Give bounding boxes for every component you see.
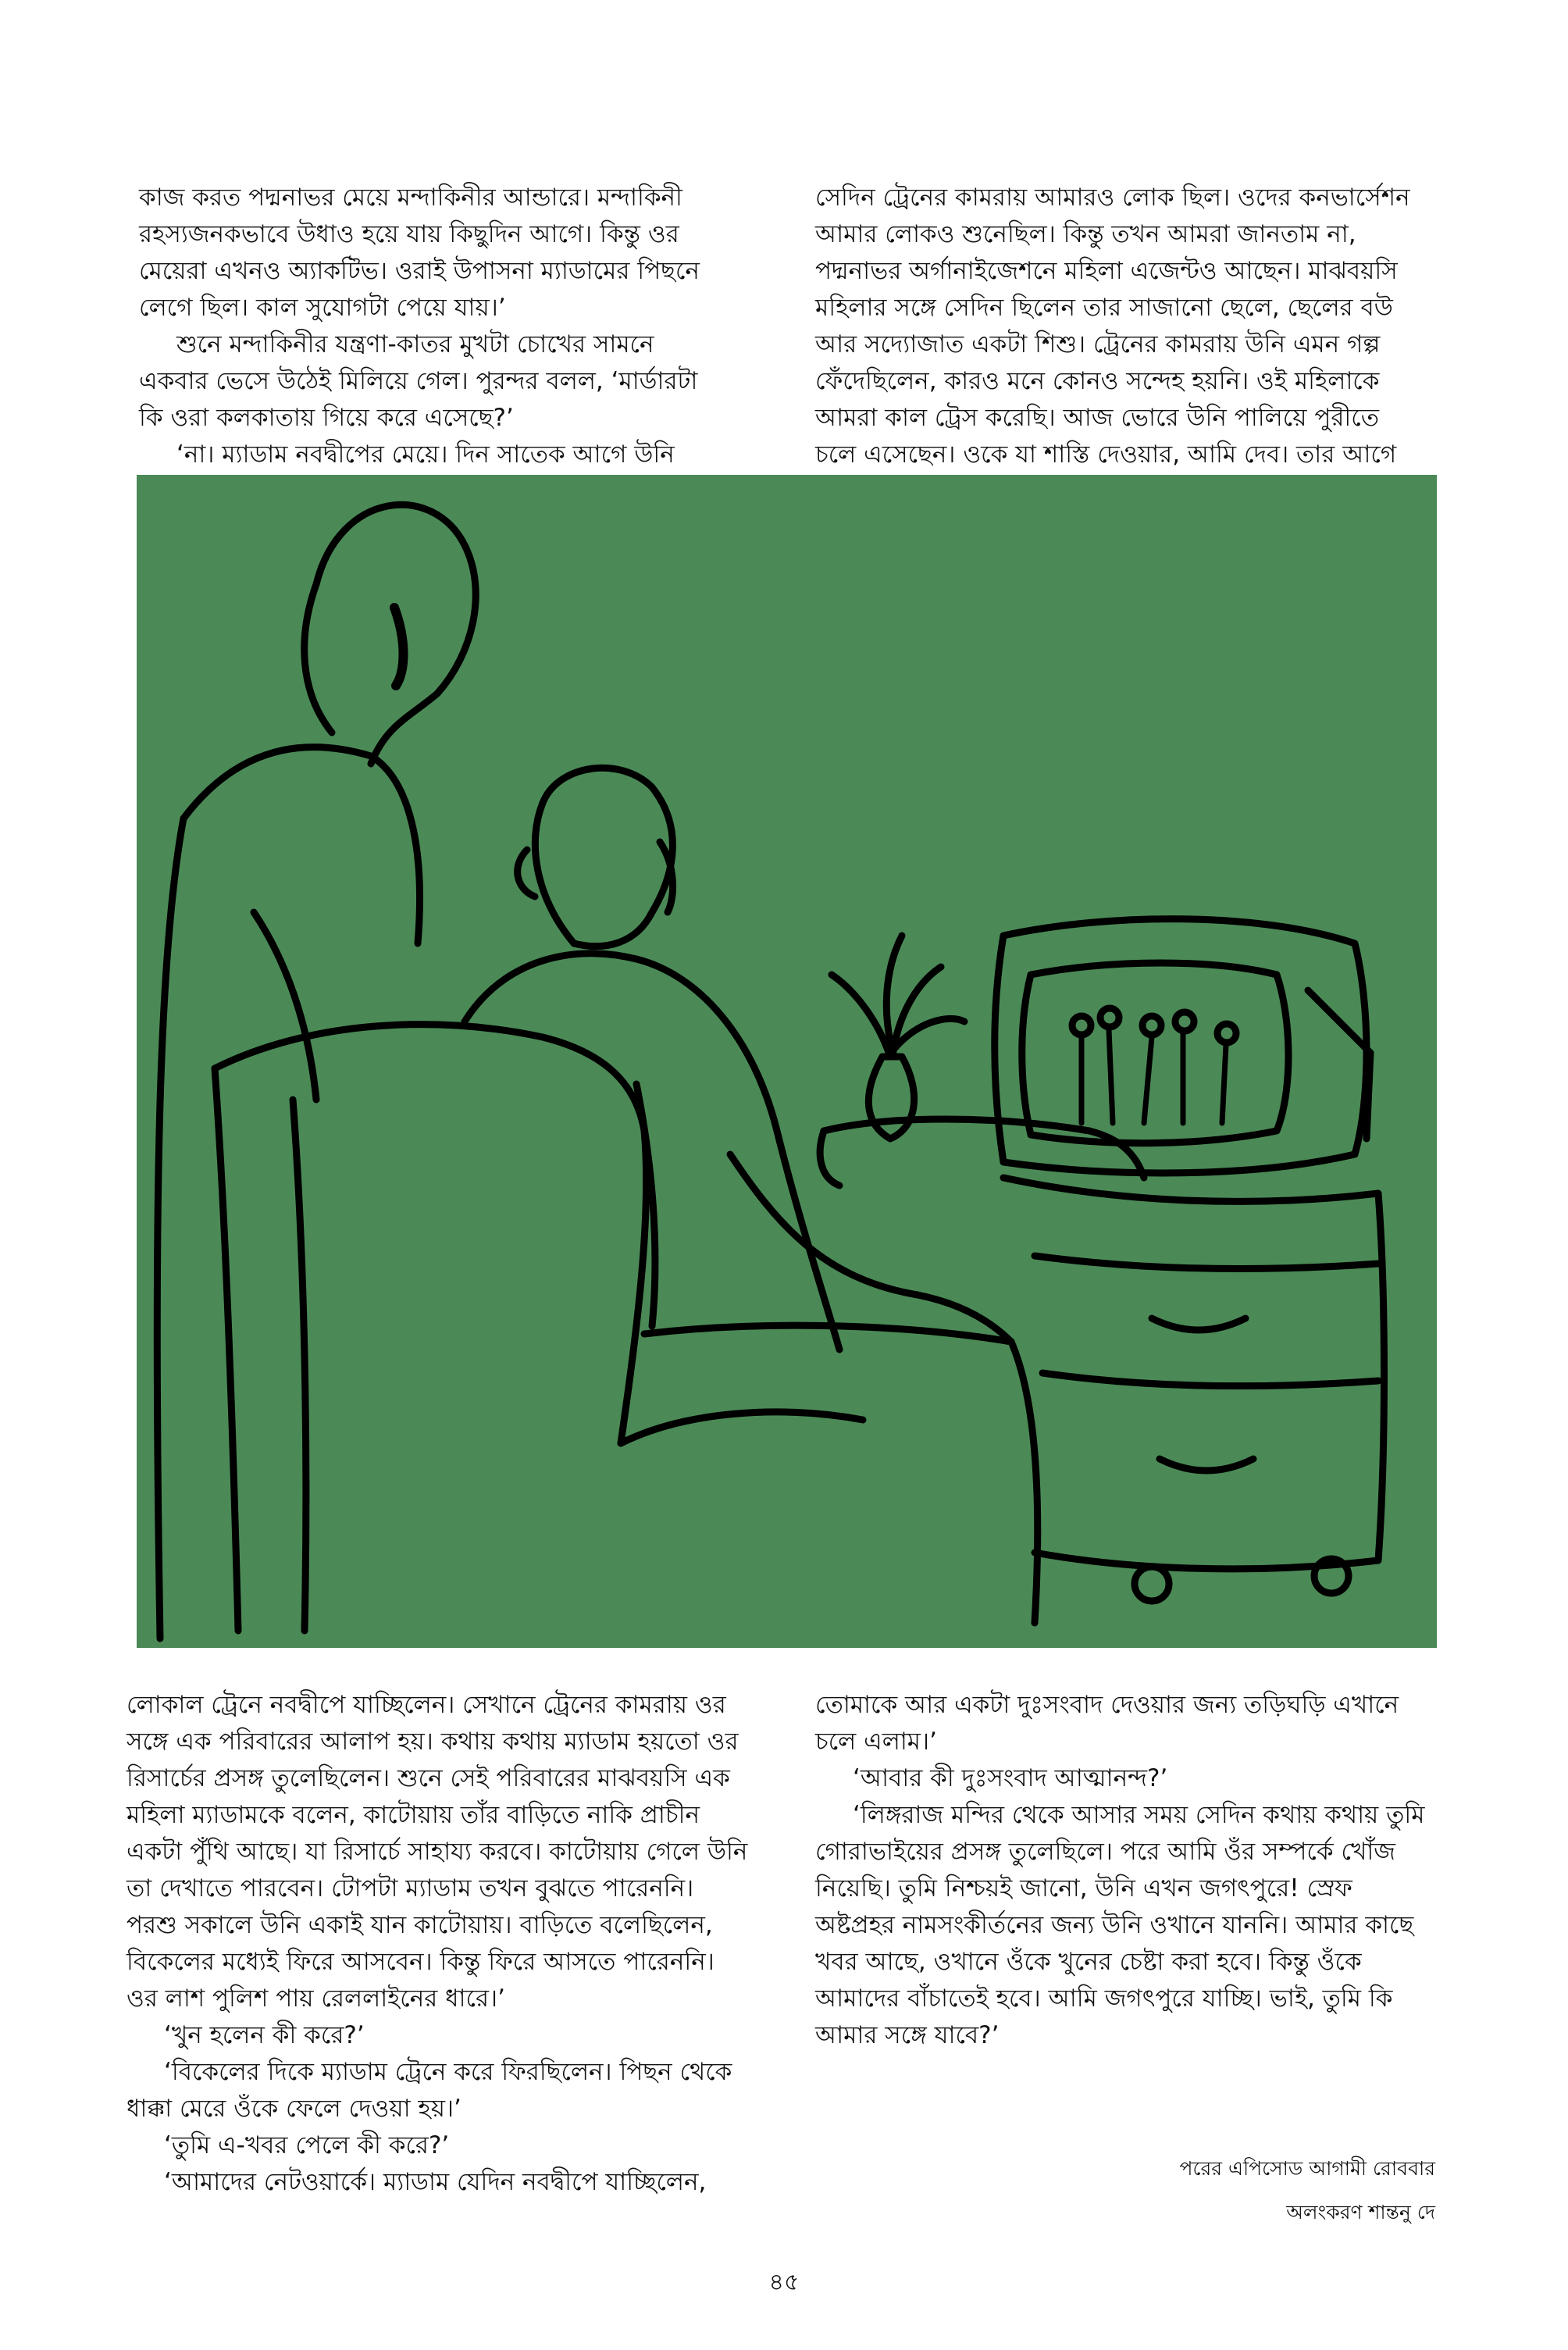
paragraph: ‘তুমি এ-খবর পেলে কী করে?’ xyxy=(164,2131,450,2159)
television-screen xyxy=(1022,963,1288,1143)
vase xyxy=(868,1057,914,1139)
plant xyxy=(832,936,964,1057)
paragraph: ‘বিকেলের দিকে ম্যাডাম ট্রেনে করে ফিরছিলেন। পিছন থেকে ধাক্কা মেরে ওঁকে ফেলে দেওয়া হয়।’ xyxy=(127,2058,732,2123)
text-column-bottom-right xyxy=(815,1687,1432,2054)
page-number: ৪৫ xyxy=(768,2269,800,2296)
illustrator-credit: অলংকরণ শান্তনু দে xyxy=(1286,2201,1435,2223)
paragraph: ‘লিঙ্গরাজ মন্দির থেকে আসার সময় সেদিন কথায় কথায় তুমি গোরাভাইয়ের প্রসঙ্গ তুলেছিলে। পরে আমি ওঁর সম্পর্কে খোঁজ নিয়েছি। তুমি নিশ্চয়ই জানো, উনি এখন জগৎপুরে! স্রেফ অষ্টপ্রহর নামসংকীর্তনের জন্য উনি ওখানে যাননি। আমার কাছে খবর আছে, ওখানে ওঁকে খুনের চেষ্টা করা হবে। কিন্তু ওঁকে আমাদের বাঁচাতেই হবে। আমি জগৎপুরে যাচ্ছি। ভাই, তুমি কি আমার সঙ্গে যাবে?’ xyxy=(815,1801,1425,2049)
seated-figure-head xyxy=(543,768,672,946)
text-column-top-right xyxy=(815,180,1424,473)
paragraph: তোমাকে আর একটা দুঃসংবাদ দেওয়ার জন্য তড়িঘড়ি এখানে চলে এলাম।’ xyxy=(815,1691,1399,1756)
paragraph: ‘আমাদের নেটওয়ার্কে। ম্যাডাম যেদিন নবদ্বীপে যাচ্ছিলেন, xyxy=(164,2168,707,2196)
next-episode-note: পরের এপিসোড আগামী রোববার xyxy=(1179,2157,1435,2180)
paragraph: কাজ করত পদ্মনাভর মেয়ে মন্দাকিনীর আন্ডারে। মন্দাকিনী রহস্যজনকভাবে উধাও হয়ে যায় কিছুদিন আগে। কিন্তু ওর মেয়েরা এখনও অ্যাকটিভ। ওরাই উপাসনা ম্যাডামের পিছনে লেগে ছিল। কাল সুযোগটা পেয়ে যায়।’ xyxy=(139,184,700,322)
paragraph: ‘না। ম্যাডাম নবদ্বীপের মেয়ে। দিন সাতেক আগে উনি xyxy=(176,440,675,469)
illustration-tv-scene xyxy=(137,475,1437,1648)
text-column-bottom-left xyxy=(127,1687,751,2201)
paragraph: ‘আবার কী দুঃসংবাদ আত্মানন্দ?’ xyxy=(853,1764,1168,1792)
paragraph: লোকাল ট্রেনে নবদ্বীপে যাচ্ছিলেন। সেখানে ট্রেনের কামরায় ওর সঙ্গে এক পরিবারের আলাপ হয়। কথায় কথায় ম্যাডাম হয়তো ওর রিসার্চের প্রসঙ্গ তুলেছিলেন। শুনে সেই পরিবারের মাঝবয়সি এক মহিলা ম্যাডামকে বলেন, কাটোয়ায় তাঁর বাড়িতে নাকি প্রাচীন একটা পুঁথি আছে। যা রিসার্চে সাহায্য করবে। কাটোয়ায় গেলে উনি তা দেখাতে পারবেন। টোপটা ম্যাডাম তখন বুঝতে পারেননি। পরশু সকালে উনি একাই যান কাটোয়ায়। বাড়িতে বলেছিলেন, বিকেলের মধ্যেই ফিরে আসবেন। কিন্তু ফিরে আসতে পারেননি। ওর লাশ পুলিশ পায় রেললাইনের ধারে।’ xyxy=(127,1691,748,2013)
standing-figure-head xyxy=(316,505,476,764)
text-column-top-left xyxy=(139,180,703,473)
standing-figure-body xyxy=(184,747,420,943)
paragraph: শুনে মন্দাকিনীর যন্ত্রণা-কাতর মুখটা চোখের সামনে একবার ভেসে উঠেই মিলিয়ে গেল। পুরন্দর বলল, ‘মার্ডারটা কি ওরা কলকাতায় গিয়ে করে এসেছে?’ xyxy=(139,330,698,432)
paragraph: সেদিন ট্রেনের কামরায় আমারও লোক ছিল। ওদের কনভার্সেশন আমার লোকও শুনেছিল। কিন্তু তখন আমরা জানতাম না, পদ্মনাভর অর্গানাইজেশনে মহিলা এজেন্টও আছেন। মাঝবয়সি মহিলার সঙ্গে সেদিন ছিলেন তার সাজানো ছেলে, ছেলের বউ আর সদ্যোজাত একটা শিশু। ট্রেনের কামরায় উনি এমন গল্প ফেঁদেছিলেন, কারও মনে কোনও সন্দেহ হয়নি। ওই মহিলাকে আমরা কাল ট্রেস করেছি। আজ ভোরে উনি পালিয়ে পুরীতে চলে এসেছেন। ওকে যা শাস্তি দেওয়ার, আমি দেব। তার আগে xyxy=(815,184,1410,469)
armchair xyxy=(215,1025,647,1443)
paragraph: ‘খুন হলেন কী করে?’ xyxy=(164,2021,365,2049)
